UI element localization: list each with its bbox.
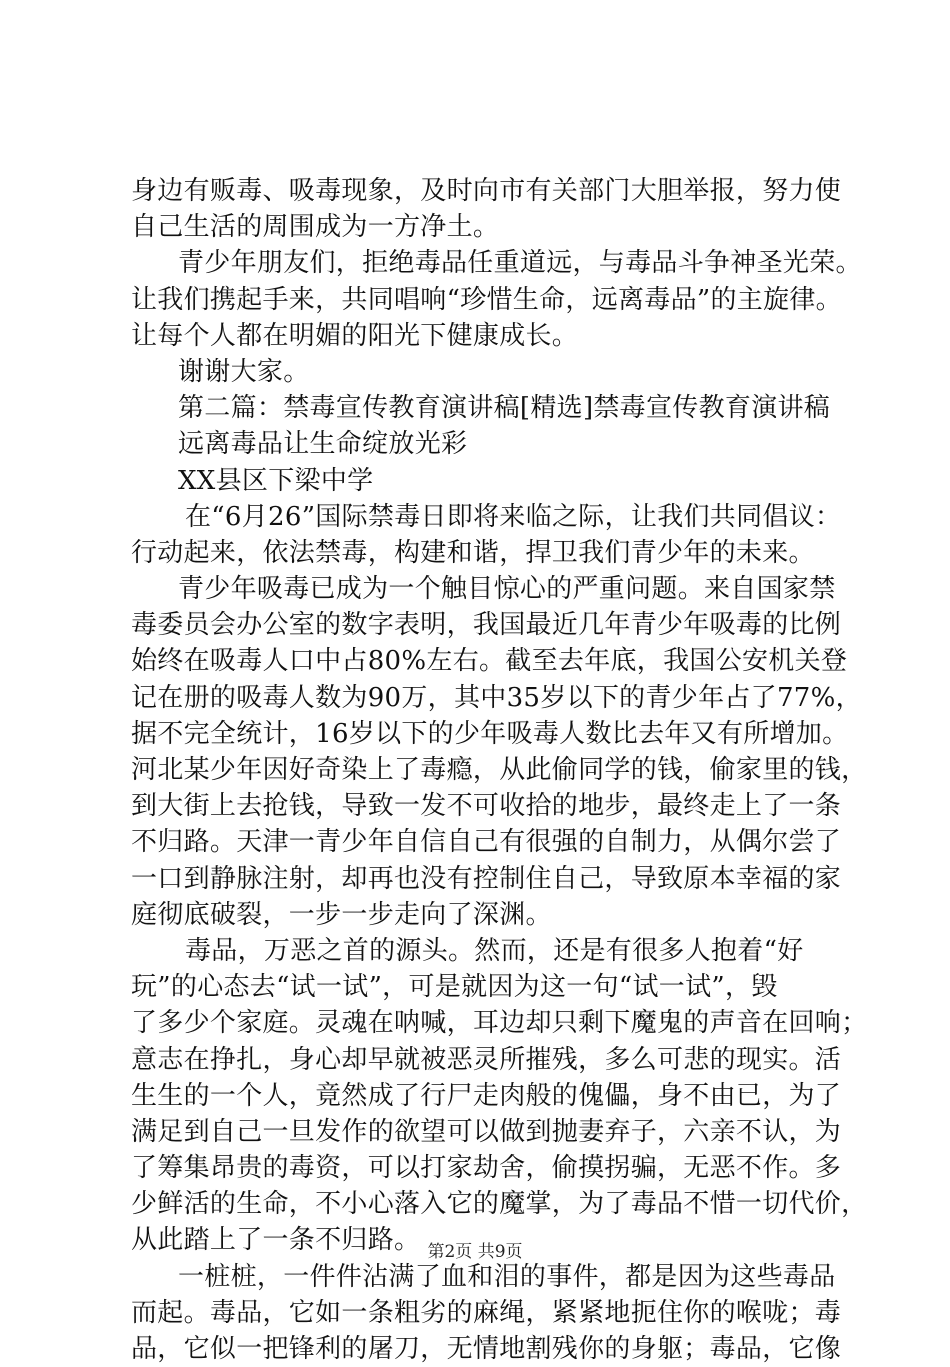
closing-remark: 谢谢大家。 bbox=[178, 356, 310, 387]
body-line: 让每个人都在明媚的阳光下健康成长。 bbox=[131, 320, 579, 351]
body-line: 少鲜活的生命，不小心落入它的魔掌，为了毒品不惜一切代价， bbox=[131, 1189, 868, 1220]
body-line: 记在册的吸毒人数为90万，其中35岁以下的青少年占了77%， bbox=[131, 682, 862, 713]
section-heading: 第二篇：禁毒宣传教育演讲稿[精选]禁毒宣传教育演讲稿 bbox=[178, 393, 831, 424]
school-name: XX县区下梁中学 bbox=[178, 465, 374, 496]
paragraph-start: 青少年吸毒已成为一个触目惊心的严重问题。来自国家禁 bbox=[178, 574, 836, 605]
body-line: 一口到静脉注射，却再也没有控制住自己，导致原本幸福的家 bbox=[131, 863, 842, 894]
document-body bbox=[131, 173, 868, 1367]
body-line: 到大街上去抢钱，导致一发不可收拾的地步，最终走上了一条 bbox=[131, 791, 842, 822]
paragraph-start: 在“6月26”国际禁毒日即将来临之际，让我们共同倡议： bbox=[185, 501, 842, 532]
paragraph-start: 毒品，万恶之首的源头。然而，还是有很多人抱着“好 bbox=[185, 935, 804, 966]
body-line: 从此踏上了一条不归路。 bbox=[131, 1225, 421, 1256]
body-line: 而起。毒品，它如一条粗劣的麻绳，紧紧地扼住你的喉咙；毒 bbox=[131, 1297, 842, 1328]
body-line: 品，它似一把锋利的屠刀，无情地割残你的身躯；毒品，它像 bbox=[131, 1334, 842, 1364]
body-line: 满足到自己一旦发作的欲望可以做到抛妻弃子，六亲不认，为 bbox=[131, 1116, 842, 1147]
body-line: 据不完全统计，16岁以下的少年吸毒人数比去年又有所增加。 bbox=[131, 718, 849, 749]
body-line: 让我们携起手来，共同唱响“珍惜生命，远离毒品”的主旋律。 bbox=[131, 284, 842, 315]
body-line: 不归路。天津一青少年自信自己有很强的自制力，从偶尔尝了 bbox=[131, 827, 842, 858]
body-line: 了筹集昂贵的毒资，可以打家劫舍，偷摸拐骗，无恶不作。多 bbox=[131, 1153, 842, 1184]
body-line: 河北某少年因好奇染上了毒瘾，从此偷同学的钱，偷家里的钱， bbox=[131, 755, 868, 785]
body-line: 生生的一个人，竟然成了行尸走肉般的傀儡，身不由已，为了 bbox=[131, 1080, 842, 1111]
paragraph-start: 青少年朋友们，拒绝毒品任重道远，与毒品斗争神圣光荣。 bbox=[178, 248, 862, 279]
body-line: 意志在挣扎，身心却早就被恶灵所摧残，多么可悲的现实。活 bbox=[131, 1044, 842, 1075]
body-line: 行动起来，依法禁毒，构建和谐，捍卫我们青少年的未来。 bbox=[131, 537, 815, 568]
paragraph-start: 一桩桩，一件件沾满了血和泪的事件，都是因为这些毒品 bbox=[178, 1261, 836, 1292]
body-line: 始终在吸毒人口中占80%左右。截至去年底，我国公安机关登 bbox=[131, 646, 848, 677]
speech-title: 远离毒品让生命绽放光彩 bbox=[178, 429, 468, 460]
body-line: 毒委员会办公室的数字表明，我国最近几年青少年吸毒的比例 bbox=[131, 610, 842, 641]
page-number-footer: 第2页 共9页 bbox=[427, 1242, 523, 1262]
body-line: 庭彻底破裂，一步一步走向了深渊。 bbox=[131, 899, 552, 930]
body-line: 了多少个家庭。灵魂在呐喊，耳边却只剩下魔鬼的声音在回响； bbox=[131, 1008, 868, 1039]
body-line: 玩”的心态去“试一试”，可是就因为这一句“试一试”，毁 bbox=[131, 972, 778, 1003]
body-line: 身边有贩毒、吸毒现象，及时向市有关部门大胆举报，努力使 bbox=[131, 176, 842, 206]
body-line: 自己生活的周围成为一方净土。 bbox=[131, 212, 500, 243]
